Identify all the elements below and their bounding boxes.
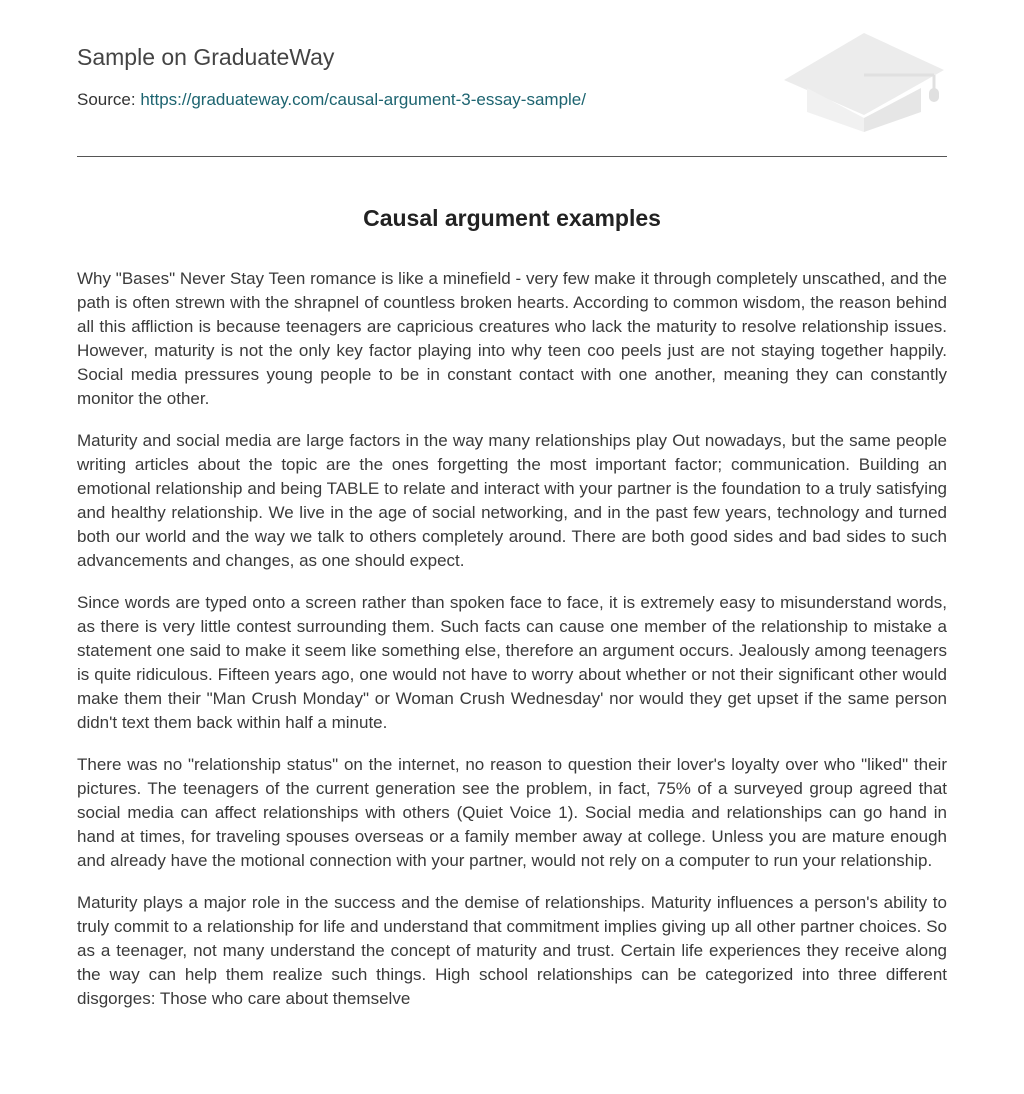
page-header [77, 0, 947, 157]
paragraph: Maturity plays a major role in the success and the demise of relationships. Maturity influences a person's ability to truly commit to a relationship for life and understand that commitment implies giving up all other partner choices. So as a teenager, not many understand the concept of maturity and trust. Certain life experiences they receive along the way can help them realize such things. High school relationships can be categorized into three different disgorges: Those who care about themselve [77, 893, 947, 1008]
source-line [77, 90, 586, 110]
document-body [77, 267, 947, 1029]
site-title: Sample on GraduateWay [77, 44, 335, 70]
paragraph: Maturity and social media are large factors in the way many relationships play Out nowadays, but the same people writing articles about the topic are the ones forgetting the most important factor; communication. Building an emotional relationship and being TABLE to relate and interact with your partner is the foundation to a truly satisfying and healthy relationship. We live in the age of social networking, and in the past few years, technology and turned both our world and the way we talk to others completely around. There are both good sides and bad sides to such advancements and changes, as one should expect. [77, 431, 947, 570]
source-label: Source: [77, 90, 136, 109]
source-link[interactable]: https://graduateway.com/causal-argument-3-essay-sample/ [140, 90, 586, 109]
graduation-cap-icon [779, 30, 949, 134]
document-title: Causal argument examples [363, 205, 661, 231]
paragraph: There was no "relationship status" on the internet, no reason to question their lover's loyalty over who "liked" their pictures. The teenagers of the current generation see the problem, in fact, 75% of a surveyed group agreed that social media can affect relationships with others (Quiet Voice 1). Social media and relationships can go hand in hand at times, for traveling spouses overseas or a family member away at college. Unless you are mature enough and already have the motional connection with your partner, would not rely on a computer to run your relationship. [77, 755, 947, 870]
paragraph: Why "Bases" Never Stay Teen romance is like a minefield - very few make it through completely unscathed, and the path is often strewn with the shrapnel of countless broken hearts. According to common wisdom, the reason behind all this affliction is because teenagers are capricious creatures who lack the maturity to resolve relationship issues. However, maturity is not the only key factor playing into why teen coo peels just are not staying together happily. Social media pressures young people to be in constant contact with one another, meaning they can constantly monitor the other. [77, 269, 947, 408]
paragraph: Since words are typed onto a screen rather than spoken face to face, it is extremely easy to misunderstand words, as there is very little contest surrounding them. Such facts can cause one member of the relationship to mistake a statement one said to make it seem like something else, therefore an argument occurs. Jealously among teenagers is quite ridiculous. Fifteen years ago, one would not have to worry about whether or not their significant other would make them their "Man Crush Monday" or Woman Crush Wednesday' nor would they get upset if the same person didn't text them back within half a minute. [77, 593, 947, 732]
